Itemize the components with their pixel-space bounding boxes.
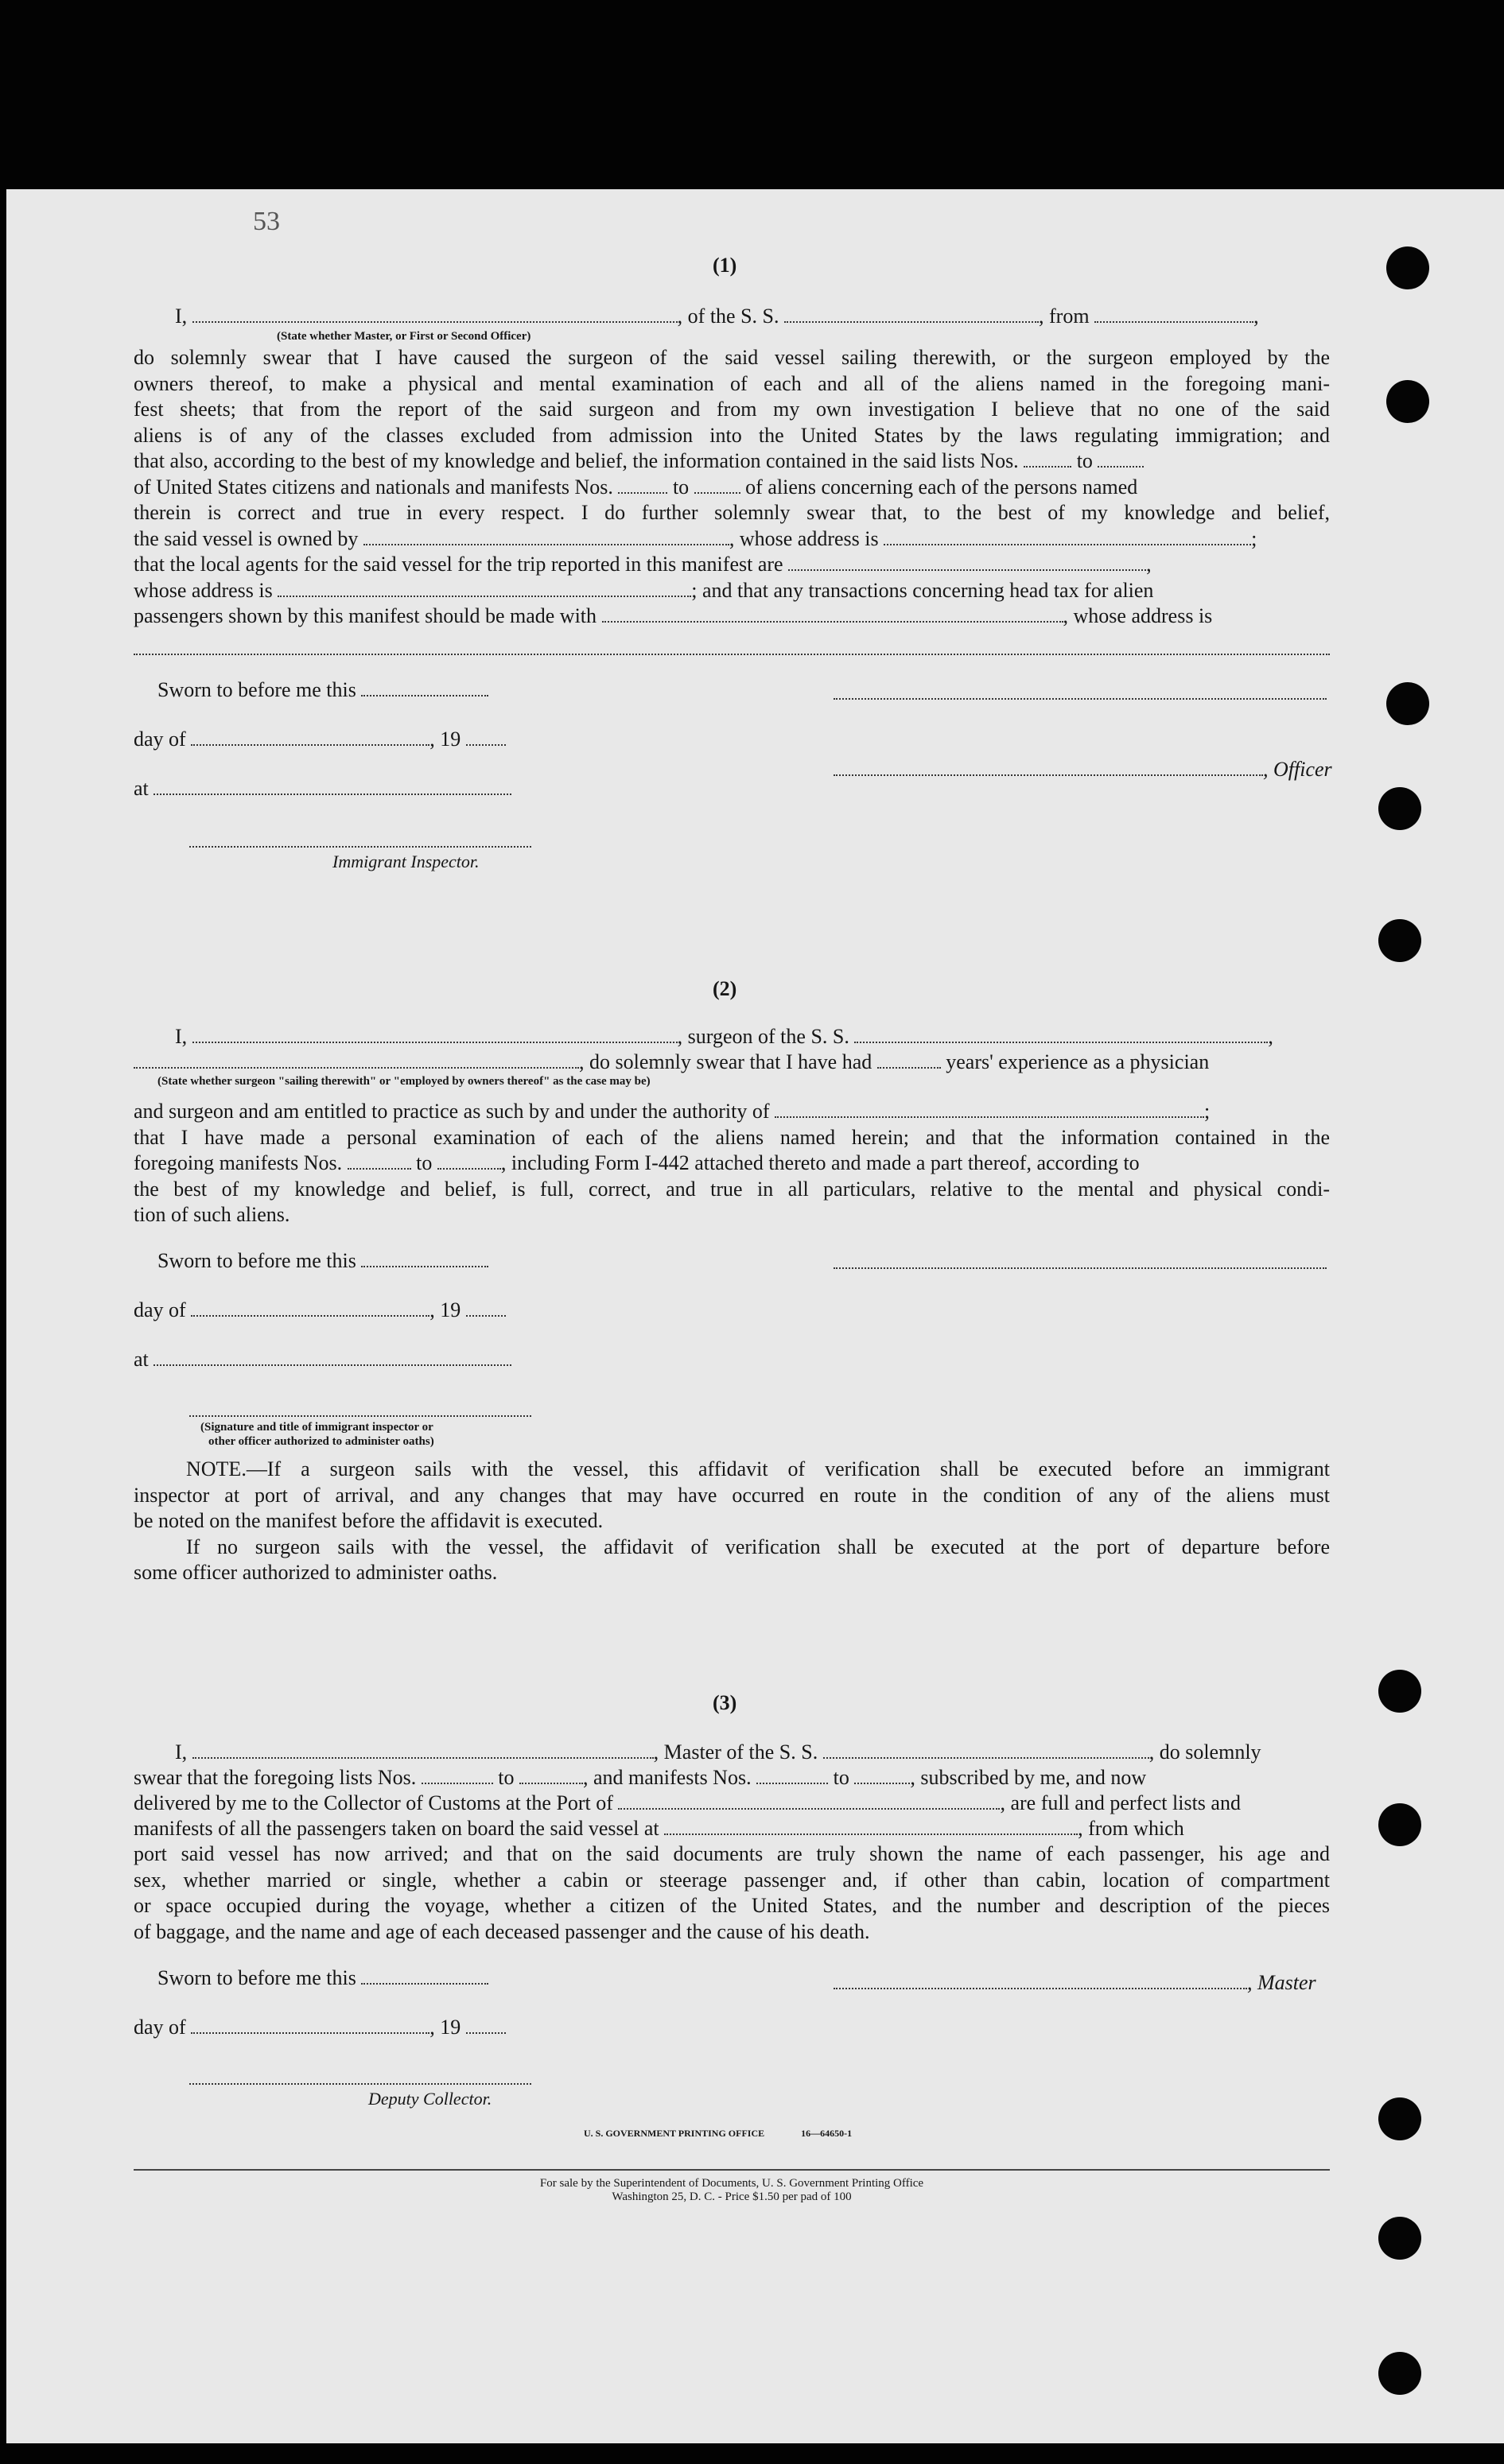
para-line: therein is correct and true in every respect. I do further solemnly swear that, to the best of my knowledge and belief, [134, 501, 1330, 524]
para-line-address: whose address is ; and that any transactions concerning head tax for alien [134, 578, 1154, 602]
day-of-1: day of , 19 [134, 727, 506, 752]
punch-hole [1378, 2352, 1421, 2395]
master-signature-field[interactable] [834, 1972, 1247, 1989]
section-2-paragraph [134, 1099, 1330, 1228]
page-number-marginalia: 53 [253, 207, 280, 236]
section-2-line-1: I, , surgeon of the S. S. , [175, 1025, 1273, 1048]
address-continuation-line[interactable] [134, 654, 1330, 655]
state-note: (State whether Master, or First or Second Officer) [277, 330, 531, 343]
sworn-1: Sworn to before me this [157, 677, 488, 703]
para-line: tion of such aliens. [134, 1203, 290, 1226]
place-field[interactable] [154, 778, 511, 795]
note-line: If no surgeon sails with the vessel, the affidavit of verification shall be executed at the port of departure before [186, 1535, 1330, 1558]
para-line-authority: and surgeon and am entitled to practice as such by and under the authority of ; [134, 1100, 1211, 1123]
section-3-paragraph [134, 1841, 1330, 1945]
years-field[interactable] [877, 1051, 941, 1069]
owner-field[interactable] [363, 528, 729, 545]
para-line-manifests: of United States citizens and nationals and manifests Nos. to of aliens concerning each of the persons named [134, 475, 1138, 499]
printing-office-imprint: U. S. GOVERNMENT PRINTING OFFICE 16—64650-1 [584, 2128, 853, 2139]
punch-hole [1378, 787, 1421, 830]
section-2-line-2: , do solemnly swear that I have had years' experience as a physician [134, 1050, 1209, 1075]
master-name-field[interactable] [192, 305, 678, 323]
para-line-owned: the said vessel is owned by , whose address is ; [134, 526, 1257, 550]
punch-hole [1378, 1803, 1421, 1846]
sworn-day-field-2[interactable] [361, 1250, 488, 1267]
section-3-number: (3) [713, 1691, 737, 1714]
para-line-lists: that also, according to the best of my knowledge and belief, the information contained in the said lists Nos. to [134, 448, 1330, 475]
sworn-3: Sworn to before me this [157, 1965, 488, 1991]
local-agents-field[interactable] [788, 553, 1146, 571]
section-3-line-3: delivered by me to the Collector of Customs at the Port of , are full and perfect lists and [134, 1791, 1241, 1814]
year-field-3[interactable] [466, 2016, 506, 2034]
master-name-field-3[interactable] [192, 1741, 654, 1759]
signature-note-2: other officer authorized to administer oaths) [208, 1435, 434, 1448]
for-sale-notice: For sale by the Superintendent of Documents, U. S. Government Printing Office Washington 25, D. C. - Price $1.50 per pad of 100 [539, 2177, 924, 2203]
punch-hole [1378, 919, 1421, 962]
manifests-from-field-3[interactable] [756, 1767, 828, 1784]
departure-port-field[interactable] [664, 1818, 1078, 1835]
manifests-to-field[interactable] [694, 476, 740, 494]
port-field[interactable] [618, 1792, 1000, 1810]
month-field-3[interactable] [191, 2016, 429, 2034]
i-label: I, [175, 305, 188, 328]
note-block [134, 1457, 1330, 1586]
para-line: do solemnly swear that I have caused the surgeon of the said vessel sailing therewith, or the surgeon employed by the [134, 346, 1330, 369]
at-1: at [134, 776, 511, 801]
surgeon-signature-line[interactable] [834, 1267, 1327, 1269]
year-field-2[interactable] [466, 1299, 506, 1317]
punch-hole [1378, 2217, 1421, 2260]
owner-address-field[interactable] [884, 528, 1251, 545]
punch-hole [1378, 1670, 1421, 1713]
punch-hole [1378, 2097, 1421, 2140]
officer-line-1[interactable] [834, 698, 1327, 700]
section-1-line-1: I, , of the S. S. , from , [175, 305, 1259, 328]
section-3-line-1: I, , Master of the S. S. , do solemnly [175, 1740, 1261, 1764]
punch-hole [1386, 380, 1429, 423]
note-line: some officer authorized to administer oaths. [134, 1561, 498, 1584]
section-3-line-2: swear that the foregoing lists Nos. to , and manifests Nos. to , subscribed by me, and now [134, 1766, 1147, 1789]
punch-hole [1386, 682, 1429, 725]
section-1-number: (1) [713, 254, 737, 277]
from-label: , from [1039, 305, 1090, 328]
month-field[interactable] [191, 728, 429, 746]
para-line: of baggage, and the name and age of each deceased passenger and the cause of his death. [134, 1919, 870, 1943]
day-of-2: day of , 19 [134, 1298, 506, 1323]
para-line: owners thereof, to make a physical and mental examination of each and all of the aliens named in the foregoing mani- [134, 371, 1330, 395]
para-line: port said vessel has now arrived; and that on the said documents are truly shown the name of each passenger, his age and [134, 1842, 1330, 1865]
authority-field[interactable] [775, 1100, 1204, 1118]
master-vessel-field[interactable] [823, 1741, 1149, 1759]
lists-to-field[interactable] [1098, 450, 1144, 468]
sworn-2: Sworn to before me this [157, 1248, 488, 1274]
officer-signature: , Officer [834, 757, 1332, 782]
footer-rule [134, 2169, 1330, 2171]
lists-from-field-3[interactable] [422, 1767, 493, 1784]
of-the-ss-label: , of the S. S. [677, 305, 779, 328]
para-line-agents: that the local agents for the said vessel for the trip reported in this manifest are , [134, 553, 1152, 576]
punch-hole [1386, 246, 1429, 289]
lists-to-field-3[interactable] [519, 1767, 583, 1784]
para-line: aliens is of any of the classes excluded from admission into the United States by the laws regulating immigration; and [134, 423, 1330, 447]
section-3-line-4: manifests of all the passengers taken on board the said vessel at , from which [134, 1817, 1184, 1840]
place-field-2[interactable] [154, 1348, 511, 1366]
para-line-manifests-2: foregoing manifests Nos. to , including Form I-442 attached thereto and made a part thereof, according to [134, 1151, 1140, 1174]
surgeon-vessel-field[interactable] [854, 1026, 1268, 1043]
manifests-from-field[interactable] [618, 476, 667, 494]
manifests-to-field-2[interactable] [437, 1152, 501, 1170]
at-2: at [134, 1347, 511, 1372]
para-line: or space occupied during the voyage, whether a citizen of the United States, and the number and description of the pieces [134, 1894, 1330, 1917]
manifests-to-field-3[interactable] [854, 1767, 910, 1784]
year-field[interactable] [466, 728, 506, 746]
note-line: NOTE.—If a surgeon sails with the vessel, this affidavit of verification shall be executed before an immigrant [186, 1457, 1330, 1480]
from-port-field[interactable] [1094, 305, 1253, 323]
para-line-headtax: passengers shown by this manifest should be made with , whose address is [134, 604, 1213, 627]
signature-note-1: (Signature and title of immigrant inspector or [200, 1421, 433, 1434]
agent-address-field[interactable] [278, 580, 691, 597]
surgeon-state-note: (State whether surgeon "sailing therewith" or "employed by owners thereof" as the case may be) [157, 1075, 651, 1088]
note-line: be noted on the manifest before the affidavit is executed. [134, 1509, 604, 1532]
sworn-day-field[interactable] [361, 679, 488, 697]
para-line: sex, whether married or single, whether a cabin or steerage passenger and, if other than cabin, location of compartment [134, 1868, 1330, 1892]
section-2-number: (2) [713, 977, 737, 1000]
para-line: fest sheets; that from the report of the said surgeon and from my own investigation I believe that no one of the said [134, 398, 1330, 421]
manifest-affidavit-sheet [6, 189, 1504, 2443]
immigrant-inspector-label: Immigrant Inspector. [332, 852, 480, 871]
lists-from-field[interactable] [1024, 450, 1071, 468]
surgeon-status-field[interactable] [134, 1051, 579, 1069]
officer-signature-field[interactable] [834, 759, 1263, 776]
inspector-signature-line-2[interactable] [189, 1415, 531, 1417]
head-tax-party-field[interactable] [602, 605, 1063, 623]
deputy-collector-signature-line[interactable] [189, 2083, 531, 2085]
note-line: inspector at port of arrival, and any changes that may have occurred en route in the condition of any of the aliens must [134, 1483, 1330, 1507]
para-line: that I have made a personal examination of each of the aliens named herein; and that the information contained in the [134, 1125, 1330, 1149]
para-line: the best of my knowledge and belief, is full, correct, and true in all particulars, relative to the mental and physical condi- [134, 1177, 1330, 1201]
surgeon-name-field[interactable] [192, 1026, 678, 1043]
manifests-from-field-2[interactable] [348, 1152, 411, 1170]
master-signature: , Master [834, 1970, 1316, 1996]
sworn-day-field-3[interactable] [361, 1967, 488, 1985]
section-1-paragraph [134, 345, 1330, 630]
vessel-name-field[interactable] [784, 305, 1039, 323]
month-field-2[interactable] [191, 1299, 429, 1317]
deputy-collector-label: Deputy Collector. [368, 2089, 492, 2109]
day-of-3: day of , 19 [134, 2015, 506, 2040]
inspector-signature-line[interactable] [189, 846, 531, 848]
